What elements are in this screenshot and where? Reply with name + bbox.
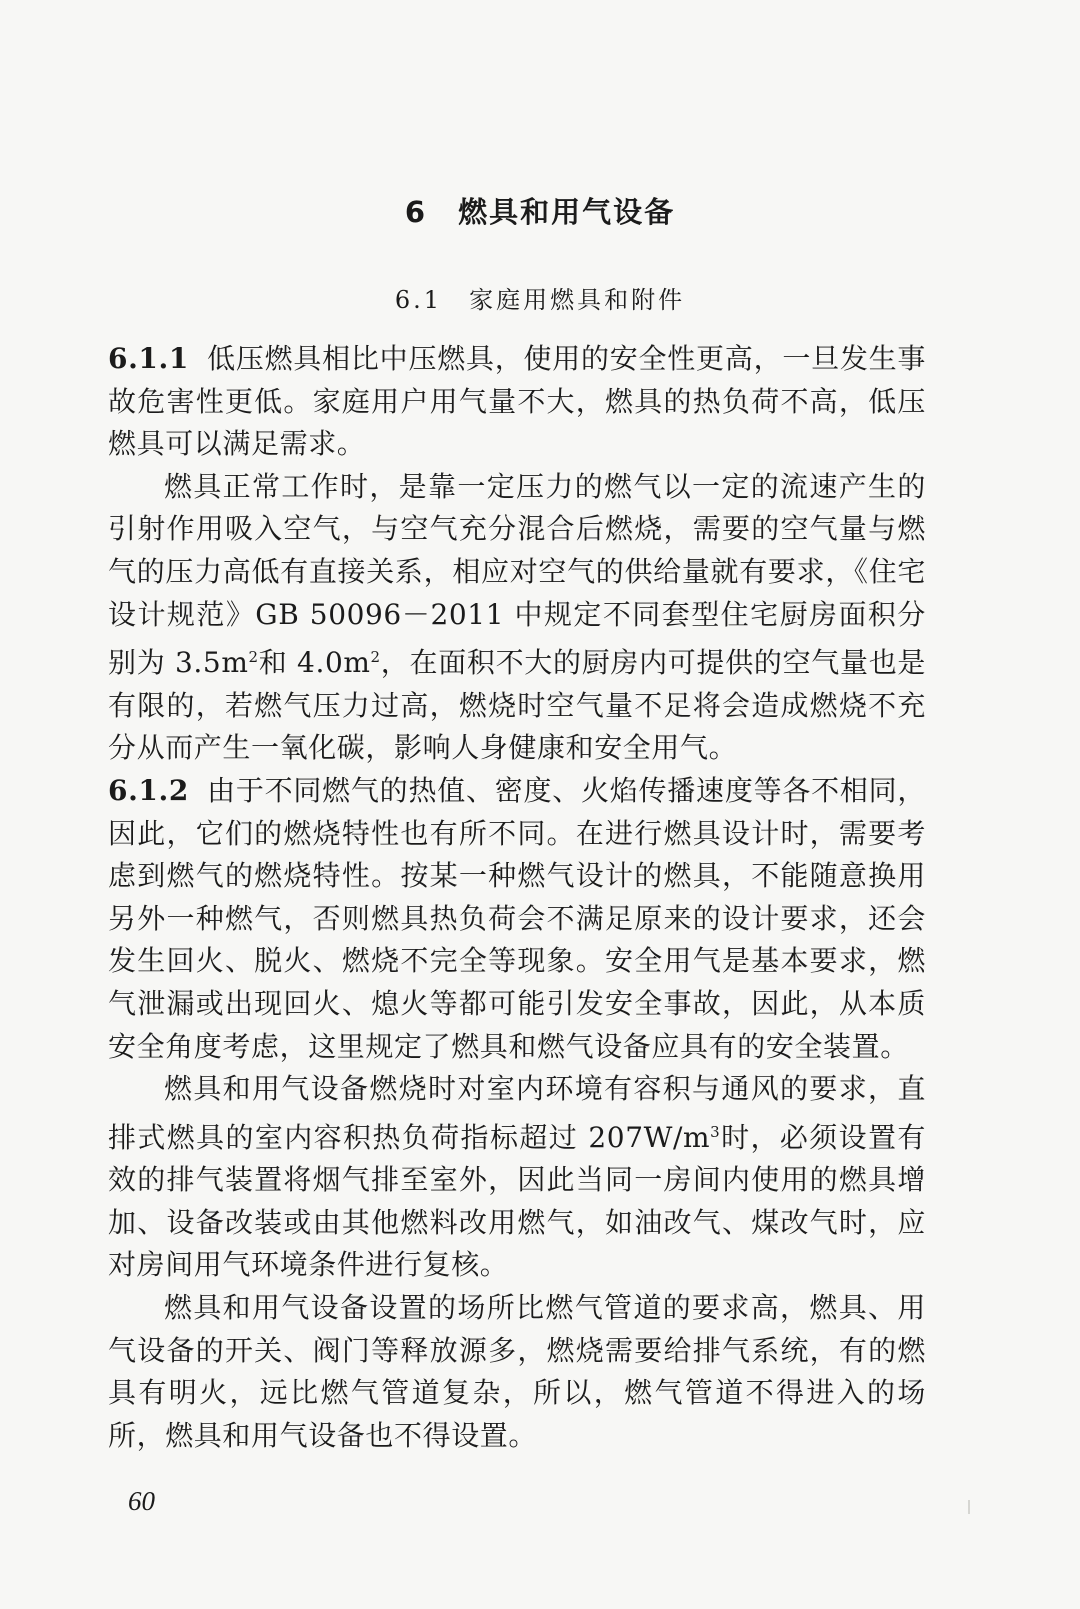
- scan-mark: [968, 1500, 970, 1514]
- clause-6-1-2: [108, 770, 926, 1068]
- paragraph-text: 燃具正常工作时，是靠一定压力的燃气以一定的流速产生的引射作用吸入空气，与空气充分混合后燃烧，需要的空气量与燃气的压力高低有直接关系，相应对空气的供给量就有要求，《住宅设计规范》GB 50096－2011 中规定不同套型住宅厨房面积分别为 3.5m: [108, 469, 926, 680]
- clause-6-1-1: [108, 338, 926, 466]
- paragraph-text: 燃具和用气设备燃烧时对室内环境有容积与通风的要求，直排式燃具的室内容积热负荷指标超过 207W/m: [108, 1072, 926, 1154]
- body-text: [108, 338, 926, 1457]
- chapter-title: 6 燃具和用气设备: [404, 195, 676, 229]
- paragraph-text: ，在面积不大的厨房内可提供的空气量也是有限的，若燃气压力过高，燃烧时空气量不足将会造成燃烧不充分从而产生一氧化碳，影响人身健康和安全用气。: [108, 646, 926, 765]
- paragraph-text: 和 4.0m: [258, 646, 371, 680]
- clause-text: 低压燃具相比中压燃具，使用的安全性更高，一旦发生事故危害性更低。家庭用户用气量不大，燃具的热负荷不高，低压燃具可以满足需求。: [108, 342, 926, 461]
- clause-number: 6.1.2: [108, 773, 189, 807]
- clause-number: 6.1.1: [108, 342, 189, 375]
- paragraph-ventilation: [108, 1068, 926, 1287]
- paragraph-text: 时，必须设置有效的排气装置将烟气排至室外，因此当同一房间内使用的燃具增加、设备改装或由其他燃料改用燃气，如油改气、煤改气时，应对房间用气环境条件进行复核。: [108, 1120, 926, 1282]
- paragraph-installation-location: 燃具和用气设备设置的场所比燃气管道的要求高，燃具、用气设备的开关、阀门等释放源多，燃烧需要给排气系统，有的燃具有明火，远比燃气管道复杂，所以，燃气管道不得进入的场所，燃具和用气设备也不得设置。: [108, 1291, 926, 1452]
- superscript: 2: [370, 648, 381, 667]
- page-number: 60: [128, 1486, 155, 1516]
- paragraph-kitchen-air: [108, 466, 926, 770]
- clause-text: 由于不同燃气的热值、密度、火焰传播速度等各不相同，因此，它们的燃烧特性也有所不同。在进行燃具设计时，需要考虑到燃气的燃烧特性。按某一种燃气设计的燃具，不能随意换用另外一种燃气，否则燃具热负荷会不满足原来的设计要求，还会发生回火、脱火、燃烧不完全等现象。安全用气是基本要求，燃气泄漏或出现回火、熄火等都可能引发安全事故，因此，从本质安全角度考虑，这里规定了燃具和燃气设备应具有的安全装置。: [108, 773, 926, 1063]
- superscript: 2: [248, 648, 259, 667]
- section-title: 6.1 家庭用燃具和附件: [394, 286, 686, 314]
- superscript: 3: [710, 1122, 721, 1141]
